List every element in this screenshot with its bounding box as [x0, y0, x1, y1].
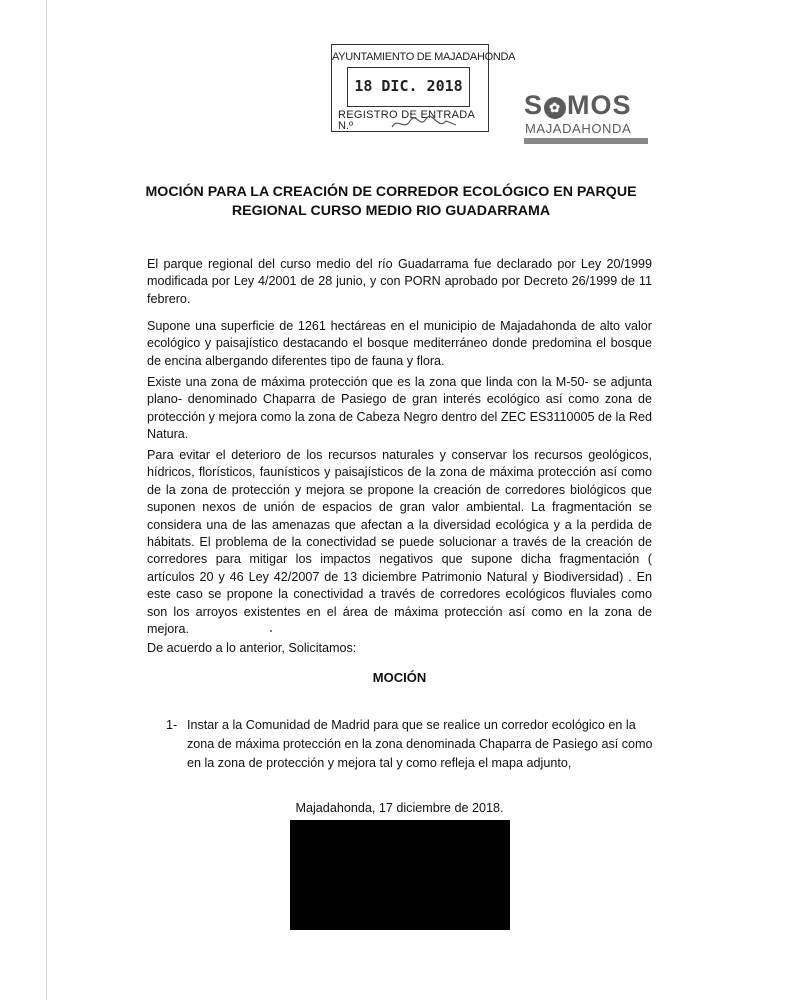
list-item-number: 1-	[166, 718, 178, 732]
stamp-date: 18 DIC. 2018	[354, 77, 463, 95]
logo-wordmark: S ✿ MOS	[524, 90, 632, 120]
solicit-line: De acuerdo a lo anterior, Solicitamos:	[147, 641, 357, 655]
document-title: MOCIÓN PARA LA CREACIÓN DE CORREDOR ECOLÓGICO EN PARQUE REGIONAL CURSO MEDIO RIO GUADARRAMA	[145, 184, 637, 219]
logo-underline-bar	[524, 138, 648, 144]
stamp-date-box	[347, 67, 470, 107]
stamp-title: AYUNTAMIENTO DE MAJADAHONDA	[332, 51, 516, 63]
stamp-handwritten-number	[390, 113, 460, 133]
redacted-signature	[290, 820, 510, 930]
paragraph-4: Para evitar el deterioro de los recursos naturales y conservar los recursos geológicos, hídricos, florísticos, faunísticos y paisajísticos de la zona de máxima protección así como de la zona de protección y mejora se propone la creación de corredores biológicos que suponen nexos de unión de espacios de gran valor ambiental. La fragmentación se considera una de las amenazas que afectan a la diversidad ecológica y a la perdida de hábitats. El problema de la conectividad se puede solucionar a través de la creación de corredores para mitigar los impactos negativos que supone dicha fragmentación ( artículos 20 y 46 Ley 42/2007 de 13 diciembre Patrimonio Natural y Biodiversidad) . En este caso se propone la conectividad a través de corredores ecológicos fluviales como son los arroyos existentes en el área de máxima protección así como en la zona de mejora.	[147, 448, 652, 637]
page-edge-line	[46, 0, 47, 1000]
stray-dot	[270, 630, 272, 632]
list-item-text: Instar a la Comunidad de Madrid para que se realice un corredor ecológico en la zona de máxima protección en la zona denominada Chaparra de Pasiego así como en la zona de protección y mejora tal y como refleja el mapa adjunto,	[187, 718, 653, 770]
logo-circle-icon: ✿	[544, 97, 566, 119]
mocion-heading: MOCIÓN	[372, 670, 427, 685]
stamp-registro: REGISTRO DE ENTRADA	[338, 109, 476, 121]
paragraph-3: Existe una zona de máxima protección que es la zona que linda con la M-50- se adjunta plano- denominado Chaparra de Pasiego de gran interés ecológico así como zona de protección y mejora como la zona de Cabeza Negro dentro del ZEC ES3110005 de la Red Natura.	[147, 375, 652, 442]
logo-subtitle: MAJADAHONDA	[525, 121, 632, 136]
somos-majadahonda-logo	[520, 90, 648, 146]
paragraph-1: El parque regional del curso medio del río Guadarrama fue declarado por Ley 20/1999 modificada por Ley 4/2001 de 28 junio, y con PORN aprobado por Decreto 26/1999 de 11 febrero.	[147, 257, 652, 306]
stamp-number-label: N.º	[338, 120, 354, 132]
registry-stamp	[331, 44, 516, 132]
paragraph-2: Supone una superficie de 1261 hectáreas en el municipio de Majadahonda de alto valor ecológico y paisajístico destacando el bosque mediterráneo donde predomina el bosque de encina albergando diferentes tipo de fauna y flora.	[147, 319, 652, 368]
place-date: Majadahonda, 17 diciembre de 2018.	[295, 801, 504, 815]
